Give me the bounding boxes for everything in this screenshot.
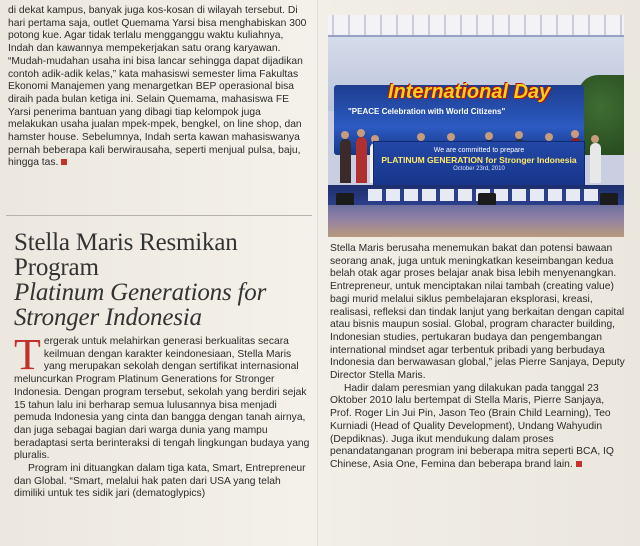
backdrop-subtitle: "PEACE Celebration with World Citizens"	[348, 107, 506, 116]
board-line3: October 23rd, 2010	[453, 166, 505, 172]
article-column-left	[14, 330, 310, 501]
end-of-article-mark-icon	[576, 461, 582, 467]
backdrop-title: International Day	[388, 81, 551, 103]
event-photo	[328, 15, 624, 237]
article-paragraph-3: Stella Maris berusaha menemukan bakat dan potensi bawaan seorang anak, juga untuk meningkatkan keseimbangan kedua belah otak agar proses belajar anak bisa lebih menyenangkan. Entrepreneur, untuk menciptakan nilai tambah (creating value) bagi murid melalui siklus pembelajaran eksplorasi, kreasi, realisasi, refleksi dan tindak lanjut yang berkaitan dengan capital atau bisnis maupun sosial. Global, program character building, Indonesian studies, pertukaran budaya dan pengembangan international mindset agar terbentuk pribadi yang berbudaya Indonesia dan berwawasan global,” jelas Pierre Sanjaya, Deputy Director Stella Maris.	[330, 243, 625, 382]
board-line2: PLATINUM GENERATION for Stronger Indonesia	[381, 155, 577, 165]
section-divider	[6, 215, 312, 216]
end-of-article-mark-icon	[61, 159, 67, 165]
article-headline	[14, 230, 314, 330]
drop-cap: T	[14, 330, 41, 379]
previous-article-ending	[8, 5, 308, 170]
article-paragraph-1: Tergerak untuk melahirkan generasi berkualitas secara keilmuan dengan karakter keindonesiaan, Stella Maris yang merupakan sekolah dengan sertifikat internasional meluncurkan Program Platinum Generations for Stronger Indonesia. Dengan program tersebut, sekolah yang berdiri sejak 15 tahun lalu ini berharap semua lulusannya bisa menjadi pemuda Indonesia yang cinta dan bangga dengan tanah airnya, dan juga sebagai bagian dari warga dunia yang mampu beradaptasi serta berinteraksi di tengah lingkungan budaya yang pluralis.	[14, 330, 310, 462]
article-paragraph-2: Program ini dituangkan dalam tiga kata, Smart, Entrepreneur dan Global. “Smart, melalui hak paten dari USA yang telah dimiliki untuk tes sidik jari (dematoglypics)	[14, 463, 306, 500]
article-column-right	[330, 243, 626, 472]
page-gutter	[317, 0, 319, 546]
headline-line1: Stella Maris Resmikan Program	[14, 229, 238, 281]
stage-floor	[328, 205, 624, 237]
board-line1: We are committed to prepare	[433, 147, 525, 154]
article-paragraph-4: Hadir dalam peresmian yang dilakukan pada tanggal 23 Oktober 2010 lalu bertempat di Stella Maris, Pierre Sanjaya, Prof. Roger Lin Jui Pin, Jason Teo (Brain Child Learning), Teo Kurniadi (Head of Quality Development), Undang Wahyudin (Depdiknas). Juga ikut mendukung dalam proses penandatanganan program ini beberapa mitra seperti BCA, IQ Chinese, Asia One, Femina dan beberapa brand lain.	[330, 382, 614, 470]
headline-line2: Platinum Generations for Stronger Indonesia	[14, 279, 267, 331]
previous-article-text: di dekat kampus, banyak juga kos-kosan di wilayah tersebut. Di hari pertama saja, outlet Quemama Yarsi bisa menghabiskan 300 potong kue. Agar tidak terlalu mengganggu waktu kuliahnya, Indah dan kawannya mempekerjakan satu orang karyawan. “Mudah-mudahan usaha ini bisa lancar sehingga dapat dijadikan contoh adik-adik kelas,” kata mahasiswi semester lima Fakultas Ekonomi Manajemen yang menargetkan BEP operasional bisa diraih pada bulan ketiga ini. Selain Quemama, mahasiswa FE Yarsi penerima bantuan yang dibagi tiap kelompok juga melakukan usaha jualan mpek-mpek, bengkel, on line shop, dan hamster house. Sebelumnya, Indah serta kawan mahasiswanya pernah beberapa kali berwirausaha, seperti menjual pulsa, baju, hingga tas.	[8, 5, 307, 169]
tent-roof	[328, 15, 624, 37]
commitment-board	[373, 141, 585, 187]
